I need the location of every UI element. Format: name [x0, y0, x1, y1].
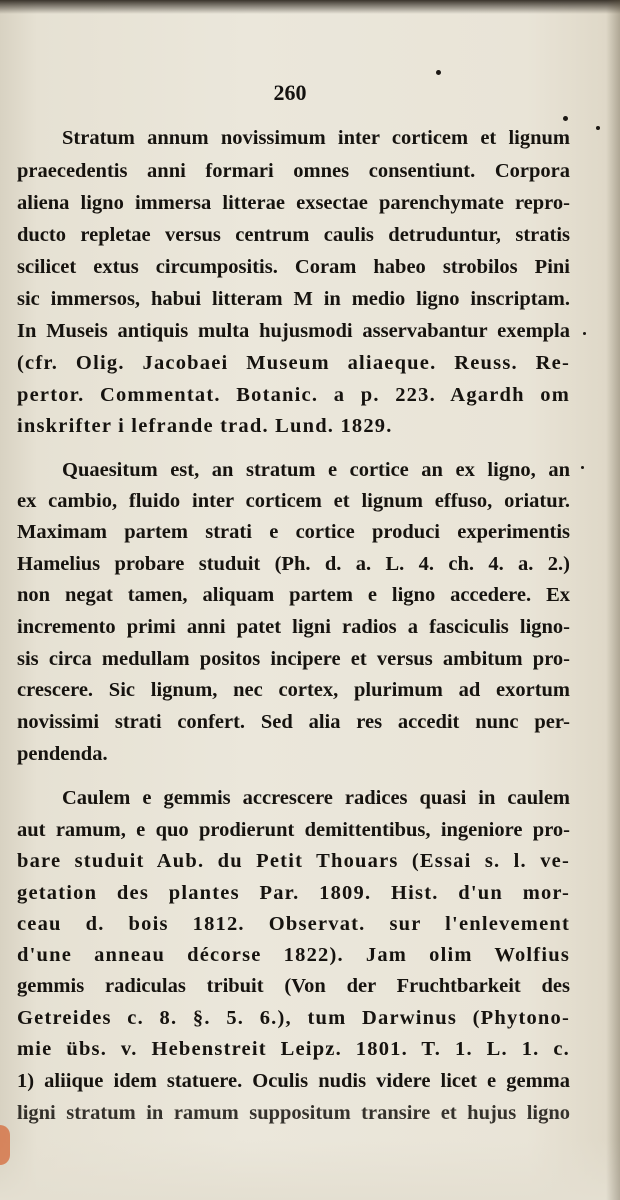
ink-speck: [583, 332, 586, 335]
text-line: praecedentis anni formari omnes consentiunt. Corpora: [17, 160, 570, 182]
text-line: incremento primi anni patet ligni radios a fasciculis ligno-: [17, 616, 570, 638]
text-line: pendenda.: [17, 743, 108, 765]
page-bottom-shade: [0, 1140, 620, 1200]
page-number: 260: [273, 80, 307, 105]
text-line: (cfr. Olig. Jacobaei Museum aliaeque. Reuss. Re-: [17, 352, 570, 374]
text-line: Hamelius probare studuit (Ph. d. a. L. 4. ch. 4. a. 2.): [17, 553, 570, 575]
page-edge-stain: [0, 1125, 10, 1165]
text-line: ceau d. bois 1812. Observat. sur l'enlevement: [17, 913, 570, 935]
text-line: mie übs. v. Hebenstreit Leipz. 1801. T. 1. L. 1. c.: [17, 1038, 570, 1060]
text-line: non negat tamen, aliquam partem e ligno accedere. Ex: [17, 584, 570, 606]
text-line: pertor. Commentat. Botanic. a p. 223. Agardh om: [17, 384, 570, 406]
text-line: scilicet extus circumpositis. Coram habeo strobilos Pini: [17, 256, 570, 278]
text-line: ducto repletae versus centrum caulis detruduntur, stratis: [17, 224, 570, 246]
text-line: Getreides c. 8. §. 5. 6.), tum Darwinus (Phytono-: [17, 1007, 570, 1029]
ink-speck: [581, 466, 584, 469]
text-line: Quaesitum est, an stratum e cortice an ex ligno, an: [62, 459, 570, 481]
ink-speck: [596, 126, 600, 130]
ink-speck: [563, 116, 568, 121]
text-line: sic immersos, habui litteram M in medio ligno inscriptam.: [17, 288, 570, 310]
text-line: ligni stratum in ramum suppositum transire et hujus ligno: [17, 1102, 570, 1124]
text-line: aut ramum, e quo prodierunt demittentibus, ingeniore pro-: [17, 819, 570, 841]
text-line: Stratum annum novissimum inter corticem et lignum: [62, 127, 570, 149]
text-line: novissimi strati confert. Sed alia res accedit nunc per-: [17, 711, 570, 733]
text-line: crescere. Sic lignum, nec cortex, plurimum ad exortum: [17, 679, 570, 701]
text-line: 1) aliique idem statuere. Oculis nudis videre licet e gemma: [17, 1070, 570, 1092]
text-line: sis circa medullam positos incipere et versus ambitum pro-: [17, 648, 570, 670]
text-line: gemmis radiculas tribuit (Von der Fruchtbarkeit des: [17, 975, 570, 997]
text-line: bare studuit Aub. du Petit Thouars (Essai s. l. ve-: [17, 850, 570, 872]
text-line: In Museis antiquis multa hujusmodi asservabantur exempla: [17, 320, 570, 342]
text-line: Maximam partem strati e cortice produci experimentis: [17, 521, 570, 543]
text-line: ex cambio, fluido inter corticem et lignum effuso, oriatur.: [17, 490, 570, 512]
text-line: inskrifter i lefrande trad. Lund. 1829.: [17, 415, 393, 437]
text-line: d'une anneau décorse 1822). Jam olim Wolfius: [17, 944, 570, 966]
page-top-shadow: [0, 0, 620, 14]
text-line: getation des plantes Par. 1809. Hist. d'un mor-: [17, 882, 570, 904]
text-line: aliena ligno immersa litterae exsectae parenchymate repro-: [17, 192, 570, 214]
text-line: Caulem e gemmis accrescere radices quasi in caulem: [62, 787, 570, 809]
ink-speck: [436, 70, 441, 75]
